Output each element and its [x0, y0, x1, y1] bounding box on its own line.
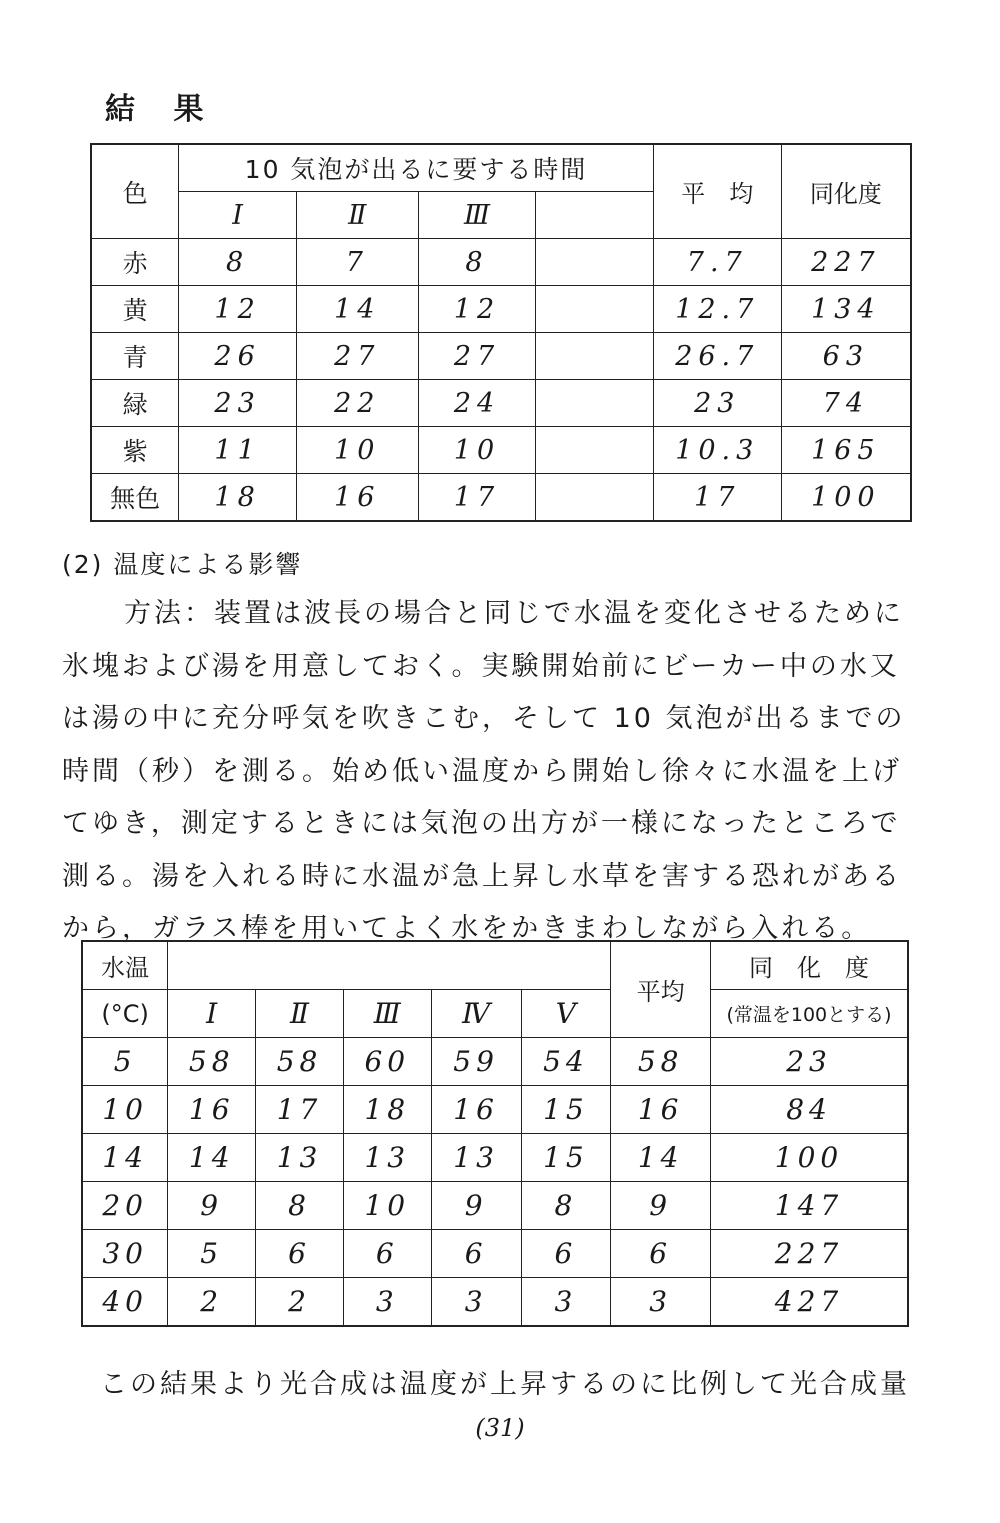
average-cell: 26.7 — [653, 333, 781, 380]
trial-header: Ⅱ — [256, 990, 344, 1038]
row-label-temp: 5 — [82, 1038, 168, 1086]
trial-header: Ⅰ — [179, 192, 297, 239]
time-cell: 8 — [179, 239, 297, 286]
average-cell: 7.7 — [653, 239, 781, 286]
time-cell: 10 — [418, 427, 536, 474]
average-cell: 23 — [653, 380, 781, 427]
average-cell: 17 — [653, 474, 781, 522]
time-cell: 15 — [521, 1134, 611, 1182]
time-cell: 3 — [431, 1278, 521, 1327]
row-label-temp: 40 — [82, 1278, 168, 1327]
time-cell: 13 — [256, 1134, 344, 1182]
table-row — [91, 239, 911, 286]
time-cell: 13 — [431, 1134, 521, 1182]
time-cell — [536, 427, 654, 474]
time-cell: 59 — [431, 1038, 521, 1086]
average-cell: 12.7 — [653, 286, 781, 333]
method-paragraph — [62, 588, 932, 956]
table-row — [82, 1134, 908, 1182]
time-cell: 10 — [296, 427, 418, 474]
time-cell: 27 — [296, 333, 418, 380]
time-cell: 6 — [521, 1230, 611, 1278]
assimilation-cell: 63 — [781, 333, 911, 380]
paragraph-line: は湯の中に充分呼気を吹きこむ，そして 10 気泡が出るまでの — [62, 703, 906, 734]
row-label-temp: 10 — [82, 1086, 168, 1134]
col-header-temp-unit: (°C) — [82, 990, 168, 1038]
table-row — [82, 1038, 908, 1086]
time-cell: 17 — [256, 1086, 344, 1134]
time-cell — [536, 286, 654, 333]
table-row — [91, 380, 911, 427]
table-row — [82, 1182, 908, 1230]
trial-header: Ⅰ — [168, 990, 256, 1038]
time-cell: 3 — [343, 1278, 431, 1327]
assimilation-cell: 427 — [711, 1278, 908, 1327]
row-label-color: 青 — [91, 333, 179, 380]
time-cell: 60 — [343, 1038, 431, 1086]
time-cell: 6 — [256, 1230, 344, 1278]
average-cell: 16 — [611, 1086, 711, 1134]
row-label-temp: 30 — [82, 1230, 168, 1278]
time-cell: 18 — [343, 1086, 431, 1134]
time-cell: 24 — [418, 380, 536, 427]
assimilation-cell: 23 — [711, 1038, 908, 1086]
trial-header: Ⅳ — [431, 990, 521, 1038]
results-heading: 結 果 — [105, 92, 218, 127]
time-cell — [536, 239, 654, 286]
time-cell: 13 — [343, 1134, 431, 1182]
assimilation-cell: 227 — [711, 1230, 908, 1278]
row-label-color: 無色 — [91, 474, 179, 522]
trial-header: Ⅱ — [296, 192, 418, 239]
row-label-color: 緑 — [91, 380, 179, 427]
paragraph-line: から，ガラス棒を用いてよく水をかきまわしながら入れる。 — [62, 913, 872, 944]
average-cell: 10.3 — [653, 427, 781, 474]
page-number: (31) — [475, 1414, 525, 1442]
time-cell: 14 — [168, 1134, 256, 1182]
time-cell: 8 — [418, 239, 536, 286]
col-header-trials-blank — [168, 941, 611, 990]
row-label-temp: 20 — [82, 1182, 168, 1230]
row-label-color: 赤 — [91, 239, 179, 286]
assimilation-cell: 74 — [781, 380, 911, 427]
paragraph-line: 時間（秒）を測る。始め低い温度から開始し徐々に水温を上げ — [62, 755, 902, 787]
row-label-color: 黄 — [91, 286, 179, 333]
assimilation-cell: 134 — [781, 286, 911, 333]
time-cell: 16 — [168, 1086, 256, 1134]
time-cell: 2 — [168, 1278, 256, 1327]
time-cell: 23 — [179, 380, 297, 427]
table-row — [82, 1086, 908, 1134]
assimilation-note: (常温を100とする) — [711, 990, 908, 1038]
table-row — [82, 1230, 908, 1278]
time-cell: 3 — [521, 1278, 611, 1327]
time-cell: 8 — [521, 1182, 611, 1230]
paragraph-line: てゆき，測定するときには気泡の出方が一様になったところで — [62, 808, 901, 839]
col-header-average: 平均 — [611, 941, 711, 1038]
time-cell: 27 — [418, 333, 536, 380]
time-cell — [536, 380, 654, 427]
time-cell: 58 — [168, 1038, 256, 1086]
time-cell: 26 — [179, 333, 297, 380]
col-header-assimilation: 同 化 度 — [711, 941, 908, 990]
assimilation-cell: 84 — [711, 1086, 908, 1134]
col-header-water-temp: 水温 — [82, 941, 168, 990]
average-cell: 3 — [611, 1278, 711, 1327]
time-cell: 7 — [296, 239, 418, 286]
time-cell: 18 — [179, 474, 297, 522]
time-cell: 2 — [256, 1278, 344, 1327]
average-cell: 58 — [611, 1038, 711, 1086]
time-cell: 54 — [521, 1038, 611, 1086]
trial-header: Ⅴ — [521, 990, 611, 1038]
time-cell: 9 — [431, 1182, 521, 1230]
time-cell: 9 — [168, 1182, 256, 1230]
trial-header: Ⅲ — [343, 990, 431, 1038]
table-row — [91, 427, 911, 474]
time-cell: 6 — [343, 1230, 431, 1278]
row-label-color: 紫 — [91, 427, 179, 474]
time-cell: 14 — [296, 286, 418, 333]
assimilation-cell: 227 — [781, 239, 911, 286]
time-cell: 58 — [256, 1038, 344, 1086]
paragraph-line: 測る。湯を入れる時に水温が急上昇し水草を害する恐れがある — [62, 860, 902, 892]
paragraph-line: 氷塊および湯を用意しておく。実験開始前にビーカー中の水又 — [62, 650, 900, 682]
col-header-assimilation: 同化度 — [781, 144, 911, 239]
row-label-temp: 14 — [82, 1134, 168, 1182]
time-cell: 5 — [168, 1230, 256, 1278]
temperature-results-table — [81, 940, 909, 1327]
time-cell: 11 — [179, 427, 297, 474]
section-title: (2) 温度による影響 — [62, 550, 303, 579]
col-header-time: 10 気泡が出るに要する時間 — [179, 144, 654, 192]
time-cell: 10 — [343, 1182, 431, 1230]
trial-header: Ⅲ — [418, 192, 536, 239]
average-cell: 9 — [611, 1182, 711, 1230]
time-cell — [536, 333, 654, 380]
col-header-average: 平 均 — [653, 144, 781, 239]
time-cell: 15 — [521, 1086, 611, 1134]
table-row — [91, 333, 911, 380]
time-cell: 16 — [296, 474, 418, 522]
table-row — [82, 1278, 908, 1327]
assimilation-cell: 165 — [781, 427, 911, 474]
time-cell: 6 — [431, 1230, 521, 1278]
time-cell: 22 — [296, 380, 418, 427]
col-header-color: 色 — [91, 144, 179, 239]
time-cell: 8 — [256, 1182, 344, 1230]
time-cell: 16 — [431, 1086, 521, 1134]
time-cell: 12 — [179, 286, 297, 333]
assimilation-cell: 147 — [711, 1182, 908, 1230]
table-row — [91, 286, 911, 333]
average-cell: 14 — [611, 1134, 711, 1182]
time-cell: 12 — [418, 286, 536, 333]
conclusion-text: この結果より光合成は温度が上昇するのに比例して光合成量 — [100, 1369, 910, 1400]
assimilation-cell: 100 — [781, 474, 911, 522]
color-results-table — [90, 143, 912, 522]
trial-header — [536, 192, 654, 239]
assimilation-cell: 100 — [711, 1134, 908, 1182]
time-cell: 17 — [418, 474, 536, 522]
average-cell: 6 — [611, 1230, 711, 1278]
time-cell — [536, 474, 654, 522]
paragraph-line: 方法：装置は波長の場合と同じで水温を変化させるために — [124, 598, 904, 629]
table-row — [91, 474, 911, 522]
